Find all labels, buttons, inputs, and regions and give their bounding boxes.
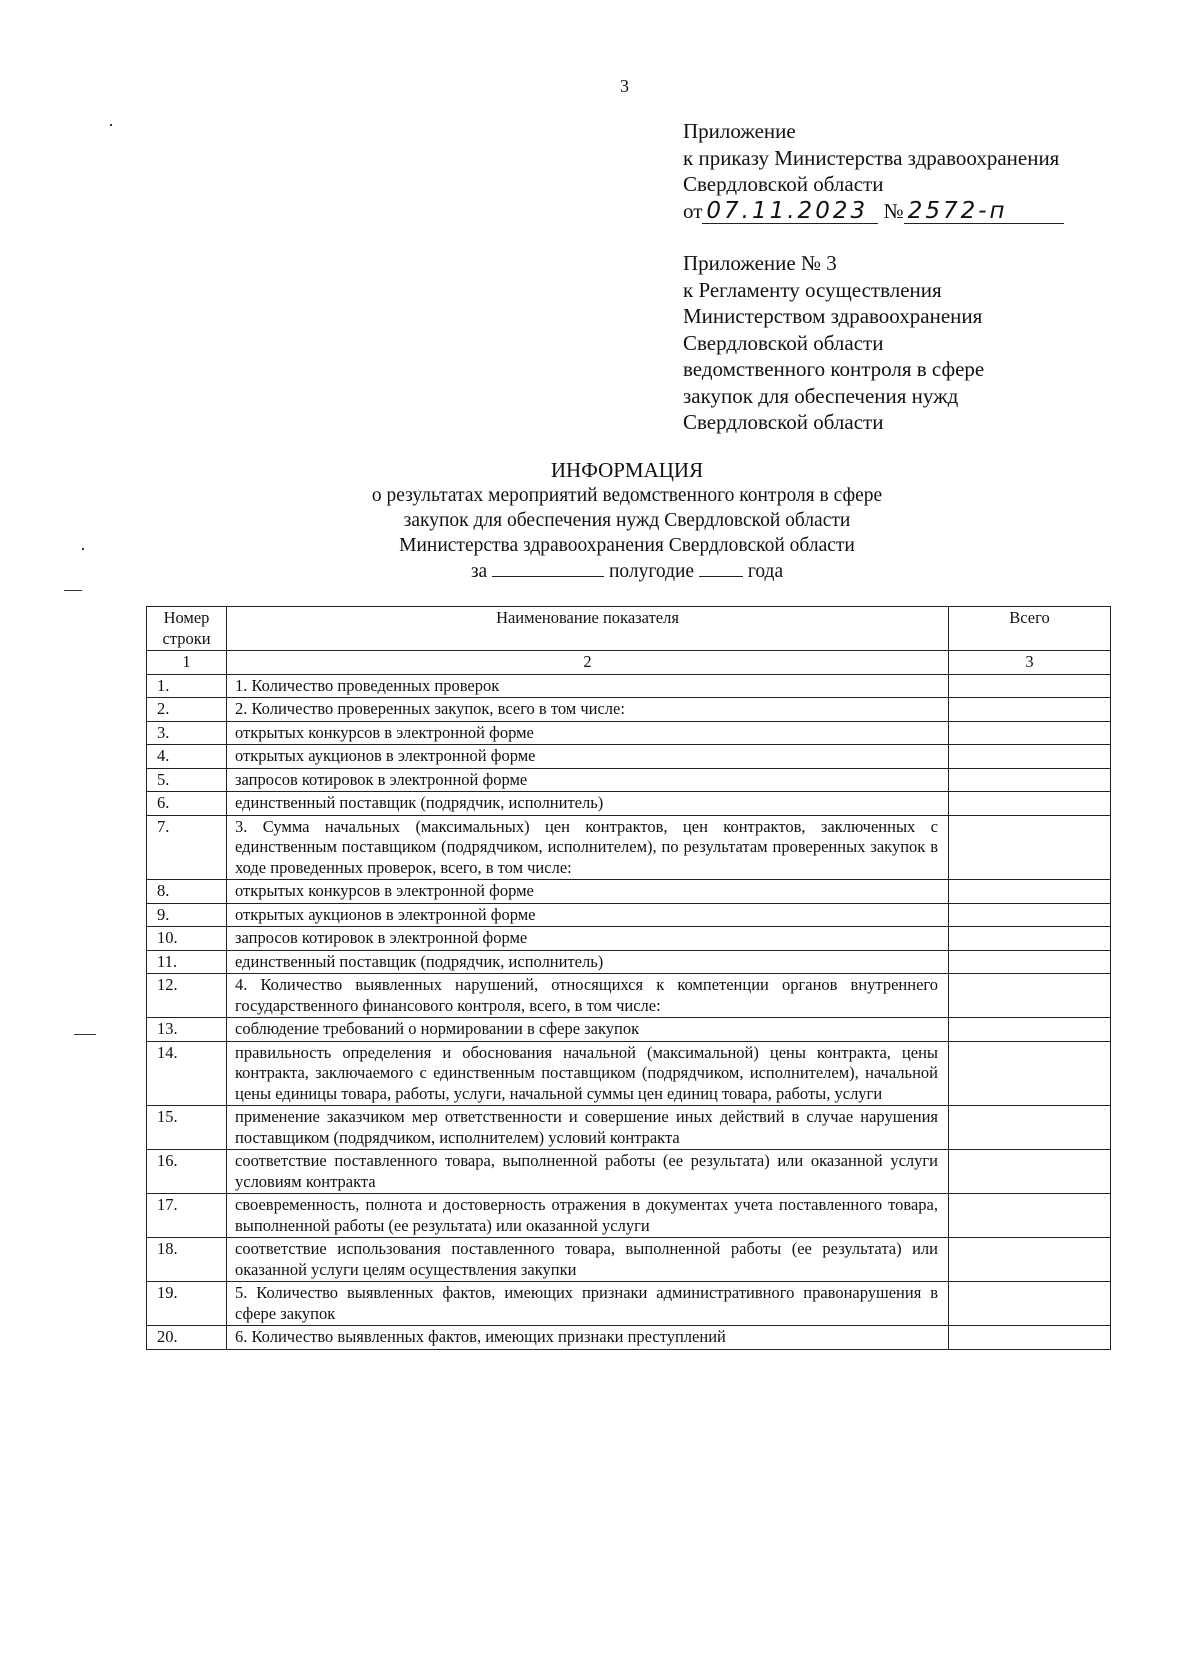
row-number: 16. xyxy=(147,1150,227,1194)
table-body xyxy=(147,674,1111,1349)
appendix-header xyxy=(683,118,1064,224)
indicator-name: 4. Количество выявленных нарушений, относящихся к компетенции органов внутреннего государственного финансового контроля, всего, в том числе: xyxy=(227,974,949,1018)
scan-mark xyxy=(64,590,82,591)
table-row xyxy=(147,674,1111,698)
total-value-cell[interactable] xyxy=(949,815,1111,880)
row-number: 8. xyxy=(147,880,227,904)
total-value-cell[interactable] xyxy=(949,1194,1111,1238)
row-number: 10. xyxy=(147,927,227,951)
table-row xyxy=(147,815,1111,880)
total-value-cell[interactable] xyxy=(949,1018,1111,1042)
table-row xyxy=(147,927,1111,951)
title-line: закупок для обеспечения нужд Свердловской области xyxy=(403,510,851,531)
total-value-cell[interactable] xyxy=(949,974,1111,1018)
table-row xyxy=(147,792,1111,816)
total-value-cell[interactable] xyxy=(949,674,1111,698)
table-row xyxy=(147,698,1111,722)
total-value-cell[interactable] xyxy=(949,880,1111,904)
column-numbers-row xyxy=(147,651,1111,675)
handwritten-date: 07.11.2023 xyxy=(702,199,878,224)
appendix-line: ведомственного контроля в сфере xyxy=(683,357,985,381)
title-heading: ИНФОРМАЦИЯ xyxy=(550,458,704,482)
total-value-cell[interactable] xyxy=(949,1326,1111,1350)
row-number: 12. xyxy=(147,974,227,1018)
table-row xyxy=(147,1194,1111,1238)
table-row xyxy=(147,768,1111,792)
title-line: Министерства здравоохранения Свердловской области xyxy=(399,535,855,556)
table-row xyxy=(147,1150,1111,1194)
appendix-line: Приложение № 3 xyxy=(683,251,837,275)
table-row xyxy=(147,880,1111,904)
regulation-appendix-header xyxy=(683,250,984,436)
table-row xyxy=(147,1106,1111,1150)
total-value-cell[interactable] xyxy=(949,745,1111,769)
total-value-cell[interactable] xyxy=(949,1041,1111,1106)
table-header-row xyxy=(147,607,1111,651)
table-row xyxy=(147,745,1111,769)
row-number: 4. xyxy=(147,745,227,769)
indicator-name: 3. Сумма начальных (максимальных) цен контрактов, цен контрактов, заключенных с единственным поставщиком (подрядчиком, исполнителем), по результатам проверенных закупок в ходе проведенных проверок, всего, в том числе: xyxy=(227,815,949,880)
indicator-name: соблюдение требований о нормировании в сфере закупок xyxy=(227,1018,949,1042)
title-line: о результатах мероприятий ведомственного контроля в сфере xyxy=(371,485,883,506)
indicator-name: запросов котировок в электронной форме xyxy=(227,768,949,792)
order-reference: к приказу Министерства здравоохранения xyxy=(683,145,1060,170)
row-number: 2. xyxy=(147,698,227,722)
row-number: 18. xyxy=(147,1238,227,1282)
indicator-name: 6. Количество выявленных фактов, имеющих признаки преступлений xyxy=(227,1326,949,1350)
column-number: 3 xyxy=(949,651,1111,675)
page-number: 3 xyxy=(620,76,629,96)
appendix-line: к Регламенту осуществления xyxy=(683,277,942,302)
table-row xyxy=(147,1041,1111,1106)
period-blank xyxy=(492,558,604,577)
appendix-label: Приложение xyxy=(683,119,796,143)
total-value-cell[interactable] xyxy=(949,950,1111,974)
indicator-name: запросов котировок в электронной форме xyxy=(227,927,949,951)
header-indicator-name: Наименование показателя xyxy=(227,607,949,651)
indicator-name: 2. Количество проверенных закупок, всего в том числе: xyxy=(227,698,949,722)
total-value-cell[interactable] xyxy=(949,698,1111,722)
handwritten-order-number: 2572-п xyxy=(904,199,1064,224)
appendix-line: Министерством здравоохранения xyxy=(683,304,983,328)
table-row xyxy=(147,1282,1111,1326)
indicator-name: соответствие поставленного товара, выполненной работы (ее результата) или оказанной услуги условиям контракта xyxy=(227,1150,949,1194)
region-name: Свердловской области xyxy=(683,172,884,196)
total-value-cell[interactable] xyxy=(949,1106,1111,1150)
order-date-line xyxy=(683,198,1064,225)
table-row xyxy=(147,974,1111,1018)
indicator-name: открытых аукционов в электронной форме xyxy=(227,745,949,769)
row-number: 19. xyxy=(147,1282,227,1326)
row-number: 7. xyxy=(147,815,227,880)
indicator-name: применение заказчиком мер ответственности и совершение иных действий в случае нарушения поставщиком (подрядчиком, исполнителем) условий контракта xyxy=(227,1106,949,1150)
row-number: 15. xyxy=(147,1106,227,1150)
indicator-name: открытых конкурсов в электронной форме xyxy=(227,880,949,904)
header-total: Всего xyxy=(949,607,1111,651)
indicators-table xyxy=(146,606,1111,1350)
total-value-cell[interactable] xyxy=(949,927,1111,951)
indicator-name: открытых конкурсов в электронной форме xyxy=(227,721,949,745)
period-middle: полугодие xyxy=(608,561,695,582)
row-number: 17. xyxy=(147,1194,227,1238)
row-number: 1. xyxy=(147,674,227,698)
scan-mark xyxy=(74,1034,96,1035)
table-row xyxy=(147,903,1111,927)
row-number: 6. xyxy=(147,792,227,816)
table-row xyxy=(147,1018,1111,1042)
total-value-cell[interactable] xyxy=(949,1282,1111,1326)
column-number: 1 xyxy=(147,651,227,675)
indicator-name: соответствие использования поставленного товара, выполненной работы (ее результата) или оказанной услуги целям осуществления закупки xyxy=(227,1238,949,1282)
indicator-name: 5. Количество выявленных фактов, имеющих признаки административного правонарушения в сфере закупок xyxy=(227,1282,949,1326)
period-suffix: года xyxy=(747,561,784,582)
number-prefix: № xyxy=(883,198,904,223)
row-number: 13. xyxy=(147,1018,227,1042)
row-number: 20. xyxy=(147,1326,227,1350)
row-number: 9. xyxy=(147,903,227,927)
table-row xyxy=(147,950,1111,974)
appendix-line: закупок для обеспечения нужд xyxy=(683,383,959,408)
table-row xyxy=(147,1326,1111,1350)
total-value-cell[interactable] xyxy=(949,1150,1111,1194)
column-number: 2 xyxy=(227,651,949,675)
document-title xyxy=(0,458,1200,584)
header-row-number: Номер строки xyxy=(147,607,227,651)
indicator-name: правильность определения и обоснования начальной (максимальной) цены контракта, цены контракта, заключаемого с единственным поставщиком (подрядчиком, исполнителем), начальной цены единицы товара, работы, услуги, начальной суммы цен единиц товара, работы, услуги xyxy=(227,1041,949,1106)
indicator-name: открытых аукционов в электронной форме xyxy=(227,903,949,927)
indicator-name: 1. Количество проведенных проверок xyxy=(227,674,949,698)
total-value-cell[interactable] xyxy=(949,903,1111,927)
total-value-cell[interactable] xyxy=(949,721,1111,745)
row-number: 14. xyxy=(147,1041,227,1106)
table-row xyxy=(147,1238,1111,1282)
total-value-cell[interactable] xyxy=(949,792,1111,816)
row-number: 11. xyxy=(147,950,227,974)
row-number: 3. xyxy=(147,721,227,745)
scan-mark xyxy=(110,124,112,126)
date-prefix: от xyxy=(683,198,703,223)
row-number: 5. xyxy=(147,768,227,792)
appendix-line: Свердловской области xyxy=(683,410,884,434)
period-prefix: за xyxy=(470,561,488,582)
appendix-line: Свердловской области xyxy=(683,330,884,355)
indicator-name: единственный поставщик (подрядчик, исполнитель) xyxy=(227,792,949,816)
indicator-name: единственный поставщик (подрядчик, исполнитель) xyxy=(227,950,949,974)
period-line xyxy=(0,558,1200,584)
total-value-cell[interactable] xyxy=(949,768,1111,792)
indicator-name: своевременность, полнота и достоверность отражения в документах учета поставленного товара, выполненной работы (ее результата) или оказанной услуги xyxy=(227,1194,949,1238)
year-blank xyxy=(699,558,743,577)
total-value-cell[interactable] xyxy=(949,1238,1111,1282)
table-row xyxy=(147,721,1111,745)
